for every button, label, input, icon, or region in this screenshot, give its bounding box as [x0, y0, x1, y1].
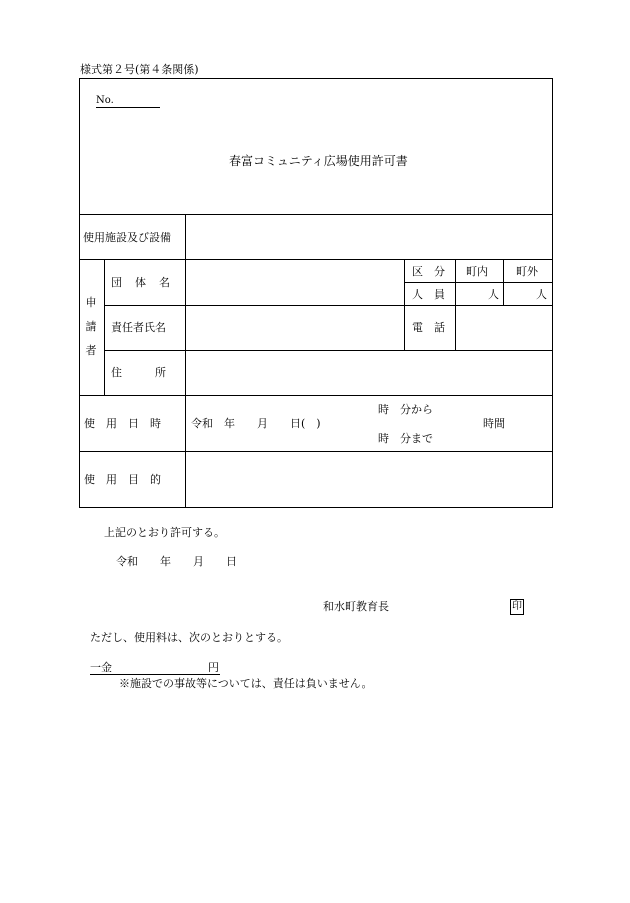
usage-purpose-label: 使 用 目 的 [84, 473, 161, 486]
form-frame [79, 78, 553, 508]
applicant-char-3: 者 [85, 344, 97, 357]
facility-label: 使用施設及び設備 [83, 231, 171, 244]
applicant-char-2: 請 [85, 320, 97, 333]
applicant-char-1: 申 [85, 296, 97, 309]
people-label: 人 員 [412, 288, 445, 301]
fee-note: ただし、使用料は、次のとおりとする。 [90, 631, 288, 644]
category-label: 区 分 [412, 265, 445, 278]
group-name-label: 団 体 名 [111, 276, 171, 289]
out-town-unit: 人 [536, 288, 547, 301]
out-town-label: 町外 [516, 265, 538, 278]
representative-label: 責任者氏名 [111, 321, 166, 334]
issuer-name: 和水町教育長 [323, 600, 389, 613]
time-from: 時 分から [378, 403, 433, 416]
hours-label: 時間 [483, 417, 505, 430]
disclaimer: ※施設での事故等については、責任は負いません。 [119, 677, 373, 690]
approval-date: 令和 年 月 日 [116, 555, 237, 568]
form-label: 様式第２号(第４条関係) [80, 63, 199, 76]
number-field [96, 96, 160, 106]
in-town-label: 町内 [466, 265, 488, 278]
approval-text: 上記のとおり許可する。 [104, 526, 225, 539]
number-label: No. [96, 95, 114, 106]
document-title: 春富コミュニティ広場使用許可書 [229, 154, 408, 168]
usage-date-value: 令和 年 月 日( ) [191, 417, 321, 430]
fee-prefix: 一金 [90, 661, 112, 674]
fee-unit: 円 [208, 661, 219, 674]
address-label: 住 所 [111, 366, 166, 379]
phone-label: 電 話 [412, 321, 445, 334]
usage-date-label: 使 用 日 時 [84, 417, 161, 430]
in-town-unit: 人 [488, 288, 499, 301]
time-to: 時 分まで [378, 432, 433, 445]
seal-mark: 印 [510, 599, 524, 615]
fee-underline [90, 674, 220, 675]
